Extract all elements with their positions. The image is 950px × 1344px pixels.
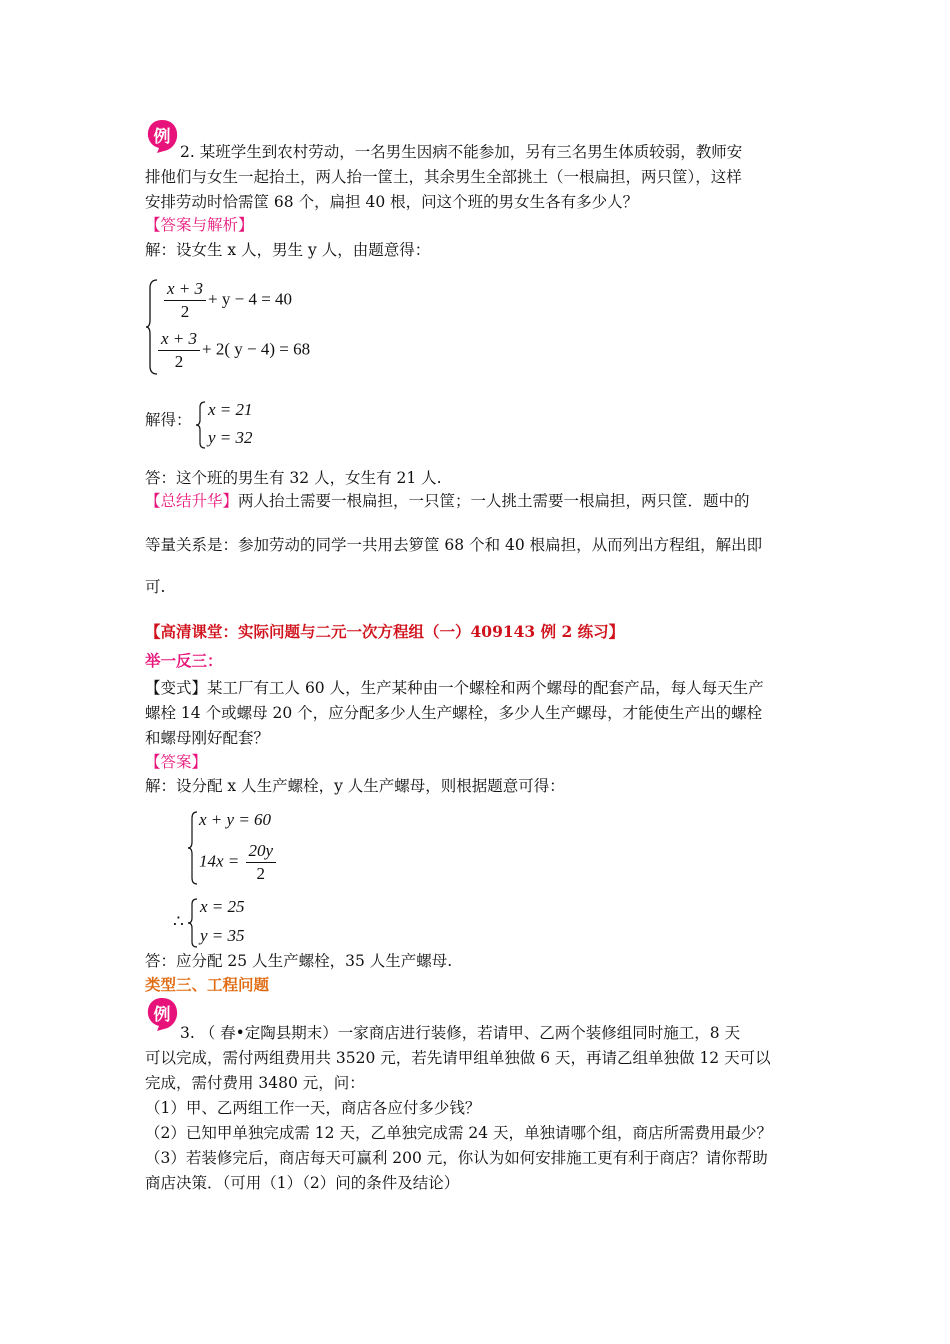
solve-label: 解得： [145,411,192,429]
hd-class-title: 【高清课堂：实际问题与二元一次方程组（一）409143 例 2 练习】 [145,622,625,641]
variant-equation-1: x + y = 60 [199,810,272,829]
variant-result-x: x = 25 [200,897,245,916]
equation-2: $\frac{x + 3}{2}$ + 2( y − 4) = 68 [156,328,310,373]
summary-line2: 等量关系是：参加劳动的同学一共用去箩筐 68 个和 40 根扁担，从而列出方程组，解出即 [145,536,763,554]
equation-system-2 [199,810,339,890]
result-y: y = 32 [208,428,253,447]
variant-answer-label: 【答案】 [145,753,208,771]
example-badge-icon [145,996,179,1032]
ex3-question-1: （1）甲、乙两组工作一天，商店各应付多少钱？ [145,1099,481,1117]
left-brace-icon [195,400,207,450]
ex3-line1: 3. （ 春•定陶县期末）一家商店进行装修，若请甲、乙两个装修组同时施工，8 天 [180,1024,741,1042]
ex2-line2: 排他们与女生一起抬土，两人抬一筐土，其余男生全部挑土（一根扁担，两只筐），这样 [145,168,742,186]
ex3-question-2: （2）已知甲单独完成需 12 天，乙单独完成需 24 天，单独请哪个组，商店所需费用最少？ [145,1124,773,1142]
ex3-question-3a: （3）若装修完后，商店每天可赢利 200 元，你认为如何安排施工更有利于商店？请你帮助 [145,1149,768,1167]
example-badge-icon [145,118,179,154]
summary-line3: 可. [145,578,166,596]
variant-solution-intro: 解：设分配 x 人生产螺栓，y 人生产螺母，则根据题意可得： [145,777,565,795]
ex3-line3: 完成，需付费用 3480 元，问： [145,1074,365,1092]
ex2-line3: 安排劳动时恰需筐 68 个，扁担 40 根，问这个班的男女生各有多少人？ [145,193,639,211]
variant-answer: 答：应分配 25 人生产螺栓，35 人生产螺母. [145,952,453,970]
result-x: x = 21 [208,400,253,419]
left-brace-icon [187,810,199,886]
type3-heading: 类型三、工程问题 [145,975,270,994]
left-brace-icon [187,897,199,949]
ex3-line2: 可以完成，需付两组费用共 3520 元，若先请甲组单独做 6 天，再请乙组单独做 12 天可以 [145,1049,771,1067]
solution-system-2 [200,897,300,951]
variant-line1: 某工厂有工人 60 人，生产某种由一个螺栓和两个螺母的配套产品，每人每天生产 [207,679,764,697]
equation-system-1 [162,278,362,378]
ex2-answer: 答：这个班的男生有 32 人，女生有 21 人. [145,469,442,487]
ex3-question-3b: 商店决策．（可用（1）（2）问的条件及结论） [145,1174,460,1192]
variant-result-y: y = 35 [200,926,245,945]
variant-line3: 和螺母刚好配套？ [145,729,270,747]
badge-text: 例 [153,1005,171,1025]
answer-label: 【答案与解析】 [145,216,254,234]
variant-equation-2: 14x = $\frac{20y}{2}$ [199,840,278,885]
ex2-line1: 2. 某班学生到农村劳动，一名男生因病不能参加，另有三名男生体质较弱，教师安 [180,143,743,161]
equation-1: $\frac{x + 3}{2}$ + y − 4 = 40 [162,278,292,323]
therefore-symbol: ∴ [173,912,184,931]
badge-text: 例 [153,127,171,147]
solution-system-1 [208,400,308,452]
variant-line2: 螺栓 14 个或螺母 20 个，应分配多少人生产螺栓，多少人生产螺母，才能使生产出的螺栓 [145,704,763,722]
practice-label: 举一反三： [145,651,223,670]
summary-line1: 两人抬土需要一根扁担，一只筐；一人挑土需要一根扁担，两只筐．题中的 [238,492,750,510]
variant-label: 【变式】 [145,679,208,697]
solution-intro: 解：设女生 x 人，男生 y 人，由题意得： [145,241,431,259]
summary-label: 【总结升华】 [145,492,239,510]
